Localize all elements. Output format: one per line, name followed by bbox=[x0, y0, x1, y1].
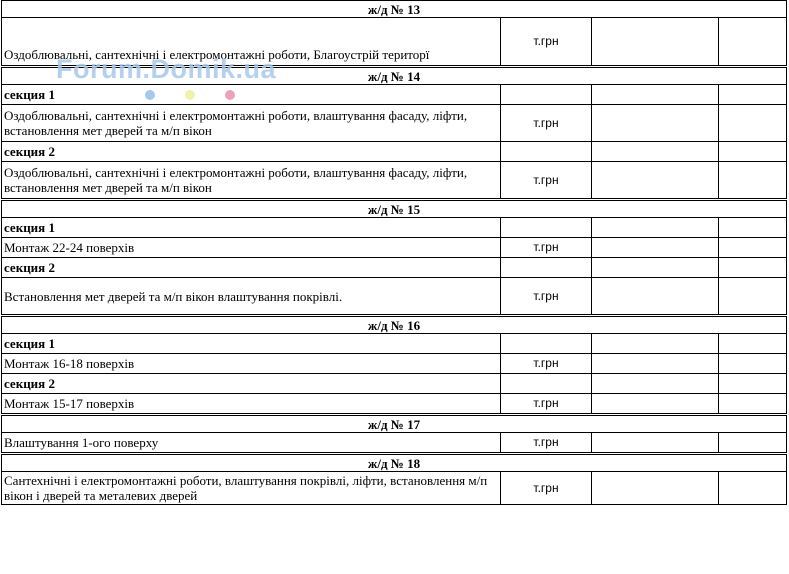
value-cell[interactable] bbox=[592, 278, 719, 316]
works-table bbox=[1, 0, 787, 505]
empty-cell bbox=[719, 218, 787, 238]
empty-cell bbox=[501, 374, 592, 394]
empty-cell bbox=[592, 142, 719, 162]
value-cell[interactable] bbox=[719, 105, 787, 142]
value-cell[interactable] bbox=[719, 278, 787, 316]
unit-cell: т.грн bbox=[501, 394, 592, 415]
work-row bbox=[2, 162, 787, 200]
unit-cell: т.грн bbox=[501, 433, 592, 454]
value-cell[interactable] bbox=[719, 238, 787, 258]
building-title: ж/д № 13 bbox=[2, 1, 787, 18]
section-row bbox=[2, 85, 787, 105]
building-title: ж/д № 18 bbox=[2, 454, 787, 472]
empty-cell bbox=[719, 258, 787, 278]
empty-cell bbox=[719, 85, 787, 105]
work-description: Встановлення мет дверей та м/п вікон влаштування покрівлі. bbox=[2, 278, 501, 316]
work-row bbox=[2, 18, 787, 67]
work-row bbox=[2, 105, 787, 142]
building-title: ж/д № 17 bbox=[2, 415, 787, 433]
value-cell[interactable] bbox=[592, 18, 719, 67]
section-row bbox=[2, 258, 787, 278]
section-row bbox=[2, 334, 787, 354]
section-label: секция 1 bbox=[2, 334, 501, 354]
work-description: Монтаж 16-18 поверхів bbox=[2, 354, 501, 374]
empty-cell bbox=[501, 85, 592, 105]
empty-cell bbox=[501, 142, 592, 162]
work-row bbox=[2, 238, 787, 258]
unit-cell: т.грн bbox=[501, 238, 592, 258]
unit-cell: т.грн bbox=[501, 105, 592, 142]
empty-cell bbox=[592, 258, 719, 278]
empty-cell bbox=[501, 218, 592, 238]
watermark-dot bbox=[145, 90, 155, 100]
unit-cell: т.грн bbox=[501, 278, 592, 316]
section-row bbox=[2, 142, 787, 162]
unit-cell: т.грн bbox=[501, 162, 592, 200]
value-cell[interactable] bbox=[592, 433, 719, 454]
empty-cell bbox=[719, 334, 787, 354]
watermark-dot bbox=[225, 90, 235, 100]
empty-cell bbox=[592, 334, 719, 354]
empty-cell bbox=[501, 334, 592, 354]
unit-cell: т.грн bbox=[501, 354, 592, 374]
empty-cell bbox=[592, 374, 719, 394]
building-title: ж/д № 14 bbox=[2, 67, 787, 85]
empty-cell bbox=[501, 258, 592, 278]
work-description: Сантехнічні і електромонтажні роботи, влаштування покрівлі, ліфти, встановлення м/п вікон і дверей та металевих дверей bbox=[2, 472, 501, 505]
building-header bbox=[2, 67, 787, 85]
building-header bbox=[2, 1, 787, 18]
work-row bbox=[2, 433, 787, 454]
building-header bbox=[2, 415, 787, 433]
building-header bbox=[2, 200, 787, 218]
value-cell[interactable] bbox=[719, 354, 787, 374]
section-label: секция 2 bbox=[2, 374, 501, 394]
value-cell[interactable] bbox=[592, 105, 719, 142]
work-description: Оздоблювальні, сантехнічні і електромонтажні роботи, влаштування фасаду, ліфти, встановлення мет дверей та м/п вікон bbox=[2, 105, 501, 142]
work-description: Монтаж 15-17 поверхів bbox=[2, 394, 501, 415]
value-cell[interactable] bbox=[592, 472, 719, 505]
work-row bbox=[2, 354, 787, 374]
work-description: Влаштування 1-ого поверху bbox=[2, 433, 501, 454]
empty-cell bbox=[592, 85, 719, 105]
value-cell[interactable] bbox=[719, 394, 787, 415]
value-cell[interactable] bbox=[592, 162, 719, 200]
unit-cell: т.грн bbox=[501, 472, 592, 505]
building-header bbox=[2, 454, 787, 472]
work-description: Оздоблювальні, сантехнічні і електромонтажні роботи, Благоустрій територї bbox=[2, 18, 501, 67]
work-row bbox=[2, 472, 787, 505]
empty-cell bbox=[719, 142, 787, 162]
watermark-dot bbox=[185, 90, 195, 100]
empty-cell bbox=[719, 374, 787, 394]
section-label: секция 1 bbox=[2, 85, 501, 105]
value-cell[interactable] bbox=[592, 394, 719, 415]
value-cell[interactable] bbox=[719, 472, 787, 505]
empty-cell bbox=[592, 218, 719, 238]
unit-cell: т.грн bbox=[501, 18, 592, 67]
value-cell[interactable] bbox=[592, 354, 719, 374]
value-cell[interactable] bbox=[592, 238, 719, 258]
section-label: секция 2 bbox=[2, 258, 501, 278]
value-cell[interactable] bbox=[719, 433, 787, 454]
section-label: секция 1 bbox=[2, 218, 501, 238]
section-row bbox=[2, 218, 787, 238]
section-label: секция 2 bbox=[2, 142, 501, 162]
work-description: Оздоблювальні, сантехнічні і електромонтажні роботи, влаштування фасаду, ліфти, встановлення мет дверей та м/п вікон bbox=[2, 162, 501, 200]
watermark-logo: Forum.Domik.ua bbox=[56, 54, 277, 84]
building-title: ж/д № 16 bbox=[2, 316, 787, 334]
building-title: ж/д № 15 bbox=[2, 200, 787, 218]
building-header bbox=[2, 316, 787, 334]
value-cell[interactable] bbox=[719, 162, 787, 200]
work-row bbox=[2, 278, 787, 316]
section-row bbox=[2, 374, 787, 394]
work-row bbox=[2, 394, 787, 415]
work-description: Монтаж 22-24 поверхів bbox=[2, 238, 501, 258]
value-cell[interactable] bbox=[719, 18, 787, 67]
